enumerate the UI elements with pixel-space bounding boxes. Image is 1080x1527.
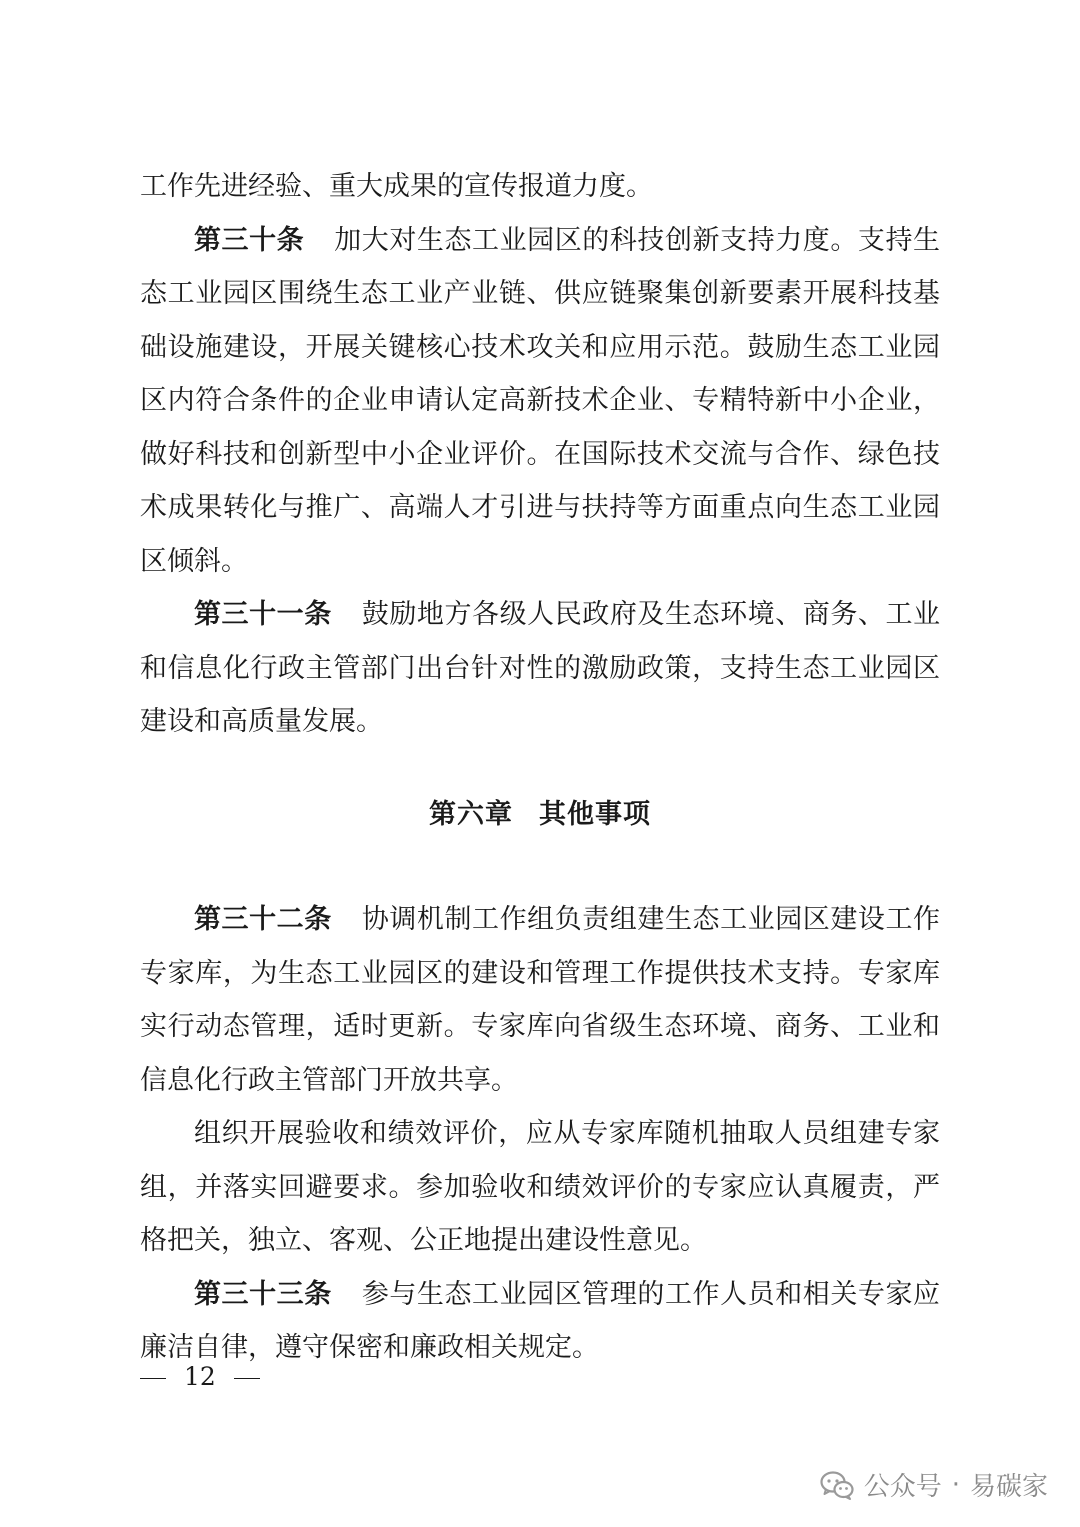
article-31 (140, 588, 940, 749)
body-section-2 (140, 893, 940, 1375)
watermark-label: 公众号 (863, 1472, 942, 1502)
article-text: 协调机制工作组负责组建生态工业园区建设工作专家库，为生态工业园区的建设和管理工作提供技术支持。专家库实行动态管理，适时更新。专家库向省级生态环境、商务、工业和信息化行政主管部门开放共享。 (140, 904, 941, 1096)
paragraph-text: 工作先进经验、重大成果的宣传报道力度。 (140, 171, 653, 202)
account-watermark (820, 1466, 1048, 1503)
article-number: 第三十二条 (194, 904, 332, 935)
article-text: 鼓励地方各级人民政府及生态环境、商务、工业和信息化行政主管部门出台针对性的激励政策，支持生态工业园区建设和高质量发展。 (140, 599, 941, 737)
article-number: 第三十三条 (194, 1278, 332, 1310)
watermark-separator: · (951, 1469, 960, 1500)
article-number: 第三十一条 (194, 599, 332, 630)
paragraph-continuation (140, 160, 940, 214)
article-32 (140, 893, 940, 1107)
chapter-heading (140, 790, 940, 840)
chapter-number: 第六章 (429, 799, 513, 830)
paragraph-expert-evaluation (140, 1107, 940, 1268)
article-number: 第三十条 (194, 224, 305, 256)
article-33 (140, 1268, 940, 1375)
page-number-value: 12 (184, 1362, 216, 1391)
article-30 (140, 214, 940, 589)
page-number-dash-left (140, 1378, 166, 1379)
page-number (140, 1360, 260, 1394)
wechat-icon (820, 1470, 854, 1500)
article-text: 加大对生态工业园区的科技创新支持力度。支持生态工业园区围绕生态工业产业链、供应链聚集创新要素开展科技基础设施建设，开展关键核心技术攻关和应用示范。鼓励生态工业园区内符合条件的企业申请认定高新技术企业、专精特新中小企业，做好科技和创新型中小企业评价。在国际技术交流与合作、绿色技术成果转化与推广、高端人才引进与扶持等方面重点向生态工业园区倾斜。 (140, 224, 941, 577)
watermark-account: 易碳家 (969, 1472, 1048, 1502)
body-section-1 (140, 160, 940, 749)
chapter-title: 其他事项 (539, 799, 651, 830)
page-number-dash-right (234, 1378, 260, 1379)
article-text: 参与生态工业园区管理的工作人员和相关专家应廉洁自律，遵守保密和廉政相关规定。 (140, 1278, 941, 1363)
paragraph-text: 组织开展验收和绩效评价，应从专家库随机抽取人员组建专家组，并落实回避要求。参加验收和绩效评价的专家应认真履责，严格把关，独立、客观、公正地提出建设性意见。 (140, 1118, 940, 1256)
